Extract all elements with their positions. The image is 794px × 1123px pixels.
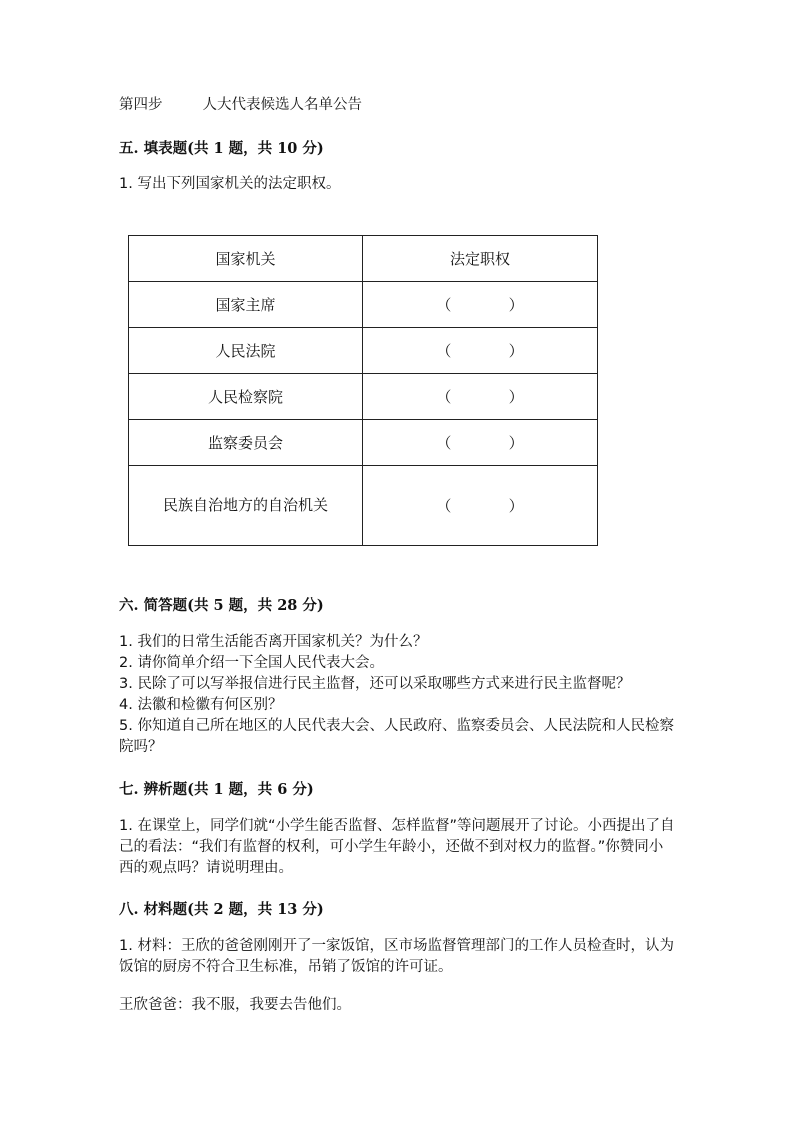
table-cell-blank[interactable]: （ ）	[363, 466, 598, 546]
section-7-title: 七. 辨析题(共 1 题，共 6 分)	[119, 781, 314, 798]
section-6-q4: 4. 法徽和检徽有何区别？	[119, 697, 283, 713]
table-header-row	[129, 236, 598, 282]
section-6-q2: 2. 请你简单介绍一下全国人民代表大会。	[119, 655, 384, 671]
step-content: 人大代表候选人名单公告	[202, 97, 362, 113]
table-row	[129, 328, 598, 374]
section-8-quote: 王欣爸爸：我不服，我要去告他们。	[119, 997, 351, 1013]
step-label: 第四步	[119, 97, 163, 113]
section-6-q5: 5. 你知道自己所在地区的人民代表大会、人民政府、监察委员会、人民法院和人民检察院吗？	[119, 718, 674, 755]
section-8-title: 八. 材料题(共 2 题，共 13 分)	[119, 901, 324, 918]
table-cell-blank[interactable]: （ ）	[363, 374, 598, 420]
table-cell-organ: 国家主席	[129, 282, 363, 328]
section-6-title: 六. 简答题(共 5 题，共 28 分)	[119, 597, 324, 614]
table-header-organ: 国家机关	[129, 236, 363, 282]
section-7-question: 1. 在课堂上，同学们就“小学生能否监督、怎样监督”等问题展开了讨论。小西提出了自己的看法：“我们有监督的权利，可小学生年龄小，还做不到对权力的监督。”你赞同小西的观点吗？请说明理由。	[119, 818, 675, 876]
table-row	[129, 374, 598, 420]
table-row	[129, 282, 598, 328]
duty-table	[128, 235, 598, 546]
table-cell-organ-text: 民族自治地方的自治机关	[162, 496, 328, 514]
table-cell-organ: 人民法院	[129, 328, 363, 374]
table-cell-organ	[129, 466, 363, 546]
section-8-material: 1. 材料：王欣的爸爸刚刚开了一家饭馆，区市场监督管理部门的工作人员检查时，认为饭馆的厨房不符合卫生标准，吊销了饭馆的许可证。	[119, 938, 674, 975]
table-row	[129, 466, 598, 546]
section-6-q1: 1. 我们的日常生活能否离开国家机关？为什么？	[119, 634, 428, 650]
table-header-duty: 法定职权	[363, 236, 598, 282]
section-5-question: 1. 写出下列国家机关的法定职权。	[119, 176, 341, 192]
table-row	[129, 420, 598, 466]
section-5-title: 五. 填表题(共 1 题，共 10 分)	[119, 140, 324, 157]
table-cell-organ: 人民检察院	[129, 374, 363, 420]
table-cell-blank[interactable]: （ ）	[363, 328, 598, 374]
section-6-q3: 3. 民除了可以写举报信进行民主监督，还可以采取哪些方式来进行民主监督呢？	[119, 676, 631, 692]
table-cell-organ: 监察委员会	[129, 420, 363, 466]
table-cell-blank[interactable]: （ ）	[363, 282, 598, 328]
table-cell-blank[interactable]: （ ）	[363, 420, 598, 466]
step-line	[119, 95, 362, 116]
